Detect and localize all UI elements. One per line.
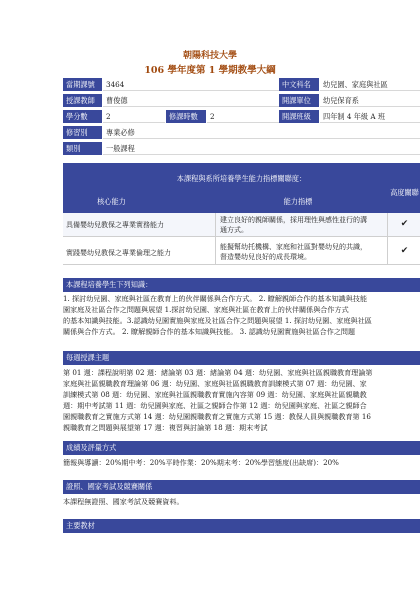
class-label: 開課班級 xyxy=(279,110,319,123)
category-value: 一般課程 xyxy=(103,142,420,155)
page-title: 106 學年度第 1 學期教學大綱 xyxy=(144,65,276,76)
weekly-line: 園親職教育之實施方式第 14 週：幼兒園親職教育之實施方式第 15 週：教保人員與親職教育第 16 xyxy=(63,412,371,421)
relevance-check-icon: ✔ xyxy=(400,219,409,229)
department-value: 幼兒保育系 xyxy=(320,94,420,107)
hours-label: 修課時數 xyxy=(166,110,206,123)
course-type-value: 專業必修 xyxy=(103,126,420,139)
core-ability-cell: 具備嬰幼兒教保之專業實務能力 xyxy=(66,221,164,229)
grading-heading: 成績及評量方式 xyxy=(63,441,420,455)
goals-heading: 本課程培養學生下列知識： xyxy=(63,278,420,292)
column-divider xyxy=(215,213,216,265)
course-info-table xyxy=(63,78,420,158)
weekly-line: 親職教育之問題與展望第 17 週：複習與討論第 18 週：期末考試 xyxy=(63,423,268,432)
weekly-topics-heading: 每週授課主題 xyxy=(63,351,420,365)
class-value: 四年制 4 年級 A 班 xyxy=(320,110,420,123)
department-label: 開課單位 xyxy=(279,94,319,107)
course-code-label: 當期課號 xyxy=(63,78,102,91)
ability-row xyxy=(63,240,420,265)
course-type-label: 修習別 xyxy=(63,126,102,139)
indicator-column-header: 能力指標 xyxy=(283,197,313,206)
goals-line: 園家庭及社區合作之問題與展望 1.探討幼兒園、家庭與社區在教育上的伙伴關係與合作方式 xyxy=(63,305,349,314)
teacher-label: 授課教師 xyxy=(63,94,102,107)
indicator-cell: 建立良好的親師關係，採用理性與感性並行的溝通方式。 xyxy=(220,216,367,234)
weekly-line: 訓練模式第 08 週：幼兒園、家庭與社區親職教育實施內容第 09 週：幼兒園、家庭與社區親職教 xyxy=(63,390,367,399)
goals-line: 關係與合作方式。 2. 瞭解親師合作的基本知識與技能。 3. 認識幼兒園實施與社區合作之問題 xyxy=(63,327,356,336)
grading-text: 簡報與導讀：20%期中考：20%平時作業：20%期末考：20%學習態度(出缺席)：20% xyxy=(63,458,339,467)
relevance-column-header: 高度關聯 xyxy=(390,188,419,197)
column-divider xyxy=(387,213,388,265)
weekly-topics-body xyxy=(63,367,420,433)
certifications-heading: 證照、國家考試及競賽關係 xyxy=(63,480,420,494)
relevance-check-icon: ✔ xyxy=(400,246,409,256)
school-name: 朝陽科技大學 xyxy=(182,51,237,61)
materials-heading: 主要教材 xyxy=(63,519,420,533)
weekly-line: 週：期中考試第 11 週：幼兒園與家庭、社區之親師合作第 12 週：幼兒園與家庭、社區之親師合 xyxy=(63,401,367,410)
teacher-value: 曹俊德 xyxy=(103,94,279,107)
ability-matrix-title: 本課程與系所培養學生能力指標關聯度： xyxy=(176,174,307,183)
credit-value: 2 xyxy=(103,110,165,123)
course-name-value: 幼兒園、家庭與社區 xyxy=(320,78,420,91)
goals-body xyxy=(63,293,420,337)
ability-row xyxy=(63,213,420,237)
weekly-line: 家庭與社區親職教育理論第 06 週：幼兒園、家庭與社區親職教育訓練模式第 07 週：幼兒園、家 xyxy=(63,379,367,388)
ability-matrix xyxy=(63,163,420,267)
hours-value: 2 xyxy=(207,110,279,123)
weekly-line: 第 01 週：課程說明第 02 週：緒論第 03 週：緒論第 04 週：幼兒園、家庭與社區親職教育理論第 xyxy=(63,368,373,377)
core-ability-cell: 實踐嬰幼兒教保之專業倫理之能力 xyxy=(66,249,171,257)
indicator-cell: 能擬幫幼托機構、家庭和社區對嬰幼兒的共識，督造嬰幼兒良好的成長環境。 xyxy=(220,243,367,261)
certifications-text: 本課程無證照、國家考試及競賽資料。 xyxy=(63,497,184,506)
credit-label: 學分數 xyxy=(63,110,102,123)
course-name-label: 中文科名 xyxy=(279,78,319,91)
category-label: 類別 xyxy=(63,142,102,155)
goals-line: 1. 探討幼兒園、家庭與社區在教育上的伙伴關係與合作方式。 2. 瞭解親師合作的基本知識與技能 xyxy=(63,294,368,303)
course-code-value: 3464 xyxy=(103,78,279,91)
core-ability-column-header: 核心能力 xyxy=(97,197,126,206)
goals-line: 的基本知識與技能。3.認識幼兒園實施與家庭及社區合作之問題與展望 1. 探討幼兒園、家庭與社區 xyxy=(63,316,372,325)
